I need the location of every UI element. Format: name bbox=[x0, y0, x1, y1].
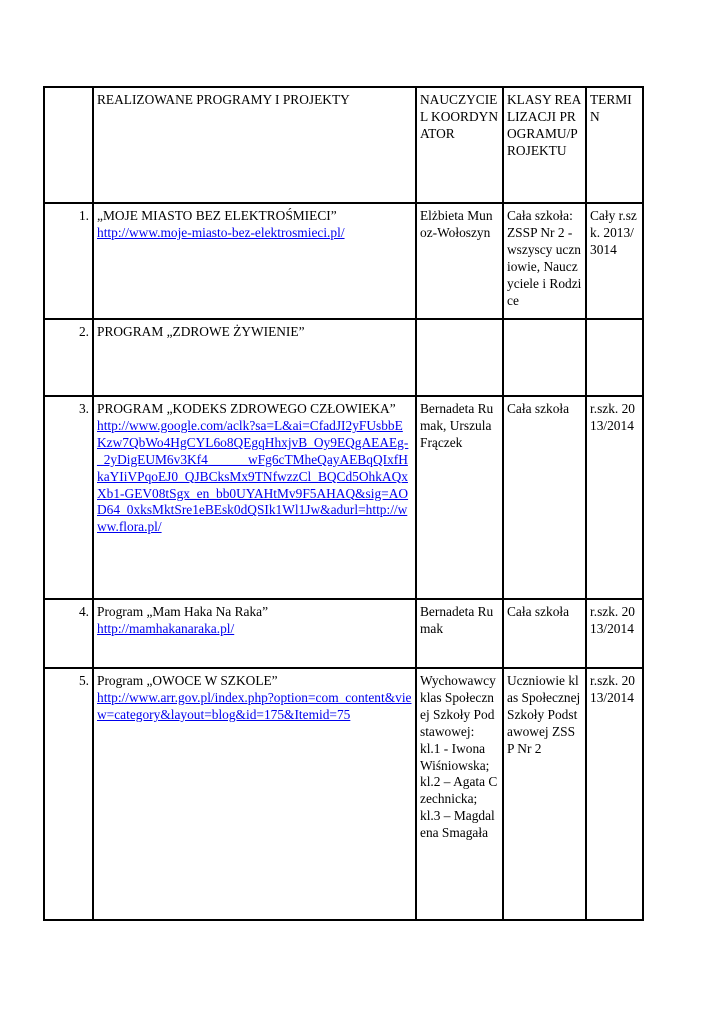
row-number: 4. bbox=[44, 599, 93, 668]
table-row bbox=[44, 396, 643, 599]
header-coordinator: NAUCZYCIEL KOORDYNATOR bbox=[416, 87, 503, 203]
program-title: Program „Mam Haka Na Raka” bbox=[97, 604, 269, 619]
coordinator-cell bbox=[416, 319, 503, 396]
classes-cell bbox=[503, 319, 586, 396]
coordinator-cell: Wychowawcy klas Społecznej Szkoły Podstawowej: kl.1 - Iwona Wiśniowska; kl.2 – Agata Czechnicka; kl.3 – Magdalena Smagała bbox=[416, 668, 503, 920]
classes-cell: Cała szkoła bbox=[503, 599, 586, 668]
table-row bbox=[44, 599, 643, 668]
program-title: „MOJE MIASTO BEZ ELEKTROŚMIECI” bbox=[97, 208, 337, 223]
program-cell bbox=[93, 319, 416, 396]
header-classes: KLASY REALIZACJI PROGRAMU/PROJEKTU bbox=[503, 87, 586, 203]
program-link[interactable]: http://www.arr.gov.pl/index.php?option=com_content&view=category&layout=blog&id=175&Itemid=75 bbox=[97, 689, 412, 722]
classes-cell: Cała szkoła: ZSSP Nr 2 -wszyscy uczniowie, Nauczyciele i Rodzice bbox=[503, 203, 586, 319]
program-cell bbox=[93, 396, 416, 599]
table-row bbox=[44, 203, 643, 319]
program-title: PROGRAM „KODEKS ZDROWEGO CZŁOWIEKA” bbox=[97, 401, 396, 416]
header-term: TERMIN bbox=[586, 87, 643, 203]
program-link[interactable]: http://www.moje-miasto-bez-elektrosmieci.pl/ bbox=[97, 224, 345, 240]
program-title: Program „OWOCE W SZKOLE” bbox=[97, 673, 278, 688]
table-row bbox=[44, 319, 643, 396]
programs-table bbox=[43, 86, 644, 921]
header-num-cell bbox=[44, 87, 93, 203]
table-row bbox=[44, 668, 643, 920]
program-link[interactable]: http://mamhakanaraka.pl/ bbox=[97, 620, 235, 636]
program-cell bbox=[93, 668, 416, 920]
classes-cell: Uczniowie klas Społecznej Szkoły Podstawowej ZSSP Nr 2 bbox=[503, 668, 586, 920]
row-number: 3. bbox=[44, 396, 93, 599]
program-cell bbox=[93, 599, 416, 668]
row-number: 5. bbox=[44, 668, 93, 920]
classes-cell: Cała szkoła bbox=[503, 396, 586, 599]
program-link[interactable]: http://www.google.com/aclk?sa=L&ai=CfadJI2yFUsbbEKzw7QbWo4HgCYL6o8QEgqHhxjvB_Oy9EQgAEAEg-_2yDigEUM6v3Kf4______wFg6cTMheQayAEBqQIxfHkaYIiVPqoEJ0_QJBCksMx9TNfwzzCl_BQCd5OhkAQxXb1-GEV08tSgx_en_bb0UYAHtMv9F5AHAQ&sig=AOD64_0xksMktSre1eBEsk0dQSIk1Wl1Jw&adurl=http://www.flora.pl/ bbox=[97, 417, 409, 535]
term-cell: r.szk. 2013/2014 bbox=[586, 668, 643, 920]
header-row bbox=[44, 87, 643, 203]
row-number: 2. bbox=[44, 319, 93, 396]
header-programs: REALIZOWANE PROGRAMY I PROJEKTY bbox=[93, 87, 416, 203]
term-cell: Cały r.szk. 2013/3014 bbox=[586, 203, 643, 319]
term-cell: r.szk. 2013/2014 bbox=[586, 599, 643, 668]
row-number: 1. bbox=[44, 203, 93, 319]
program-cell bbox=[93, 203, 416, 319]
term-cell: r.szk. 2013/2014 bbox=[586, 396, 643, 599]
program-title: PROGRAM „ZDROWE ŻYWIENIE” bbox=[97, 324, 305, 339]
coordinator-cell: Bernadeta Rumak, Urszula Frączek bbox=[416, 396, 503, 599]
coordinator-cell: Bernadeta Rumak bbox=[416, 599, 503, 668]
coordinator-cell: Elżbieta Munoz-Wołoszyn bbox=[416, 203, 503, 319]
term-cell bbox=[586, 319, 643, 396]
